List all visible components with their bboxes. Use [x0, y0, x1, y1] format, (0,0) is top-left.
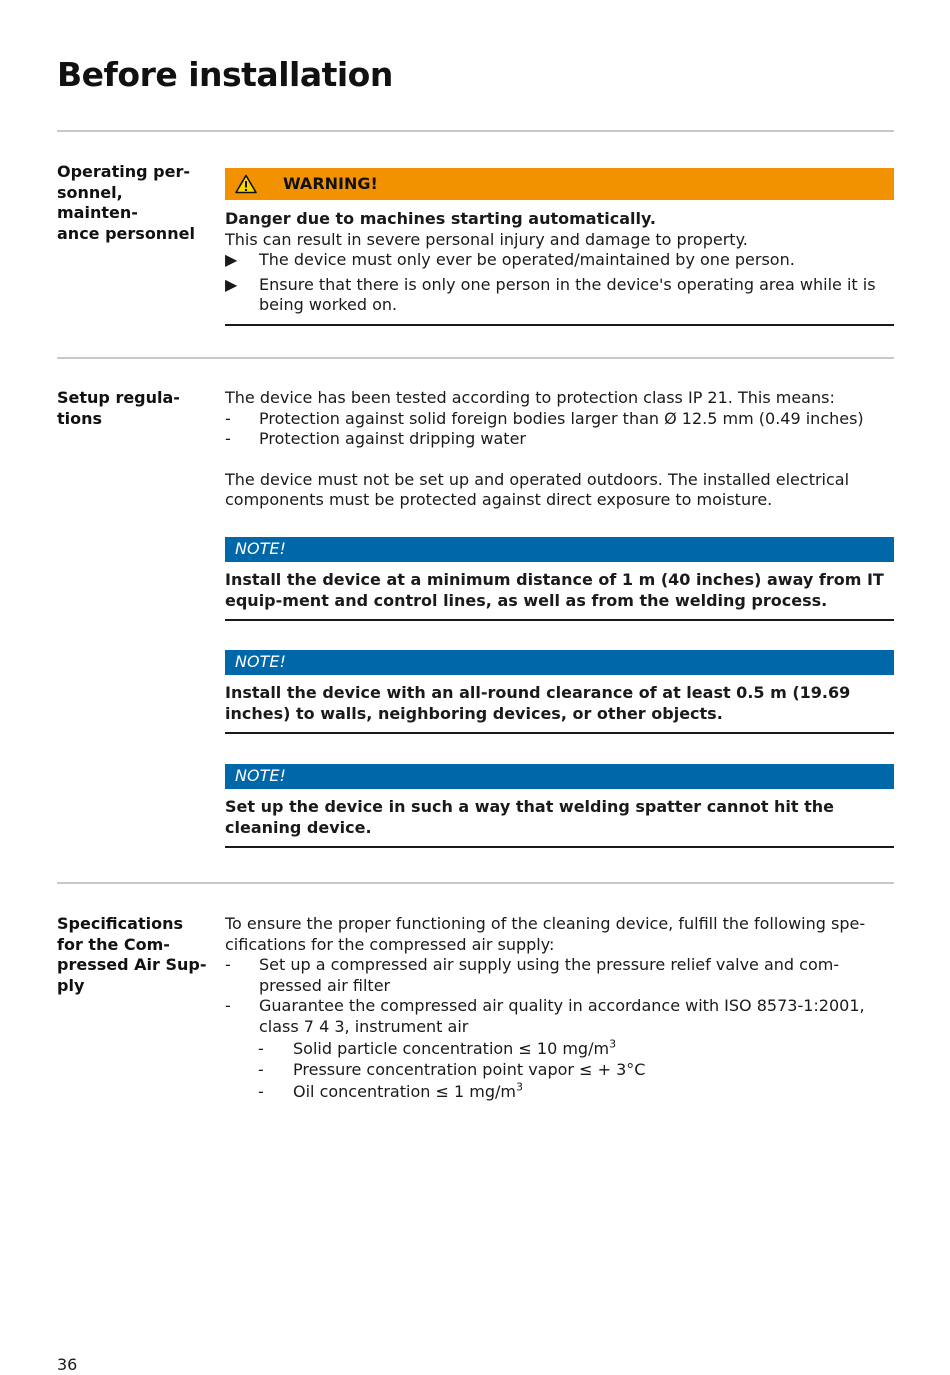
spec-text: Oil concentration ≤ 1 mg/m: [293, 1082, 516, 1101]
sub-list-item: [225, 1060, 894, 1081]
warning-body: [225, 200, 894, 326]
label-line: sonnel, mainten-: [57, 182, 138, 222]
setup-regulations-content: [225, 388, 894, 511]
dash-marker: -: [258, 1039, 264, 1058]
label-line: Specifications: [57, 914, 183, 933]
warning-intro: This can result in severe personal injury and damage to property.: [225, 229, 748, 249]
list-item-text: Ensure that there is only one person in the device's operating area while it is being worked on.: [259, 274, 876, 314]
warning-triangle-icon: [235, 174, 257, 194]
note-block: [225, 537, 894, 621]
note-text: Set up the device in such a way that welding spatter cannot hit the cleaning device.: [225, 789, 894, 848]
label-line: for the Com-: [57, 934, 170, 954]
outdoor-paragraph: The device must not be set up and operated outdoors. The installed electrical components must be protected against direct exposure to moisture.: [225, 469, 850, 509]
dash-marker: -: [225, 955, 231, 974]
note-text: Install the device with an all-round clearance of at least 0.5 m (19.69 inches) to walls, neighboring devices, or other objects.: [225, 675, 894, 734]
compressed-air-content: [225, 914, 894, 1103]
dash-marker: -: [225, 996, 231, 1015]
list-item: [225, 275, 894, 316]
warning-bar: [225, 168, 894, 200]
sub-list-item-text: [293, 1082, 523, 1103]
protection-intro: The device has been tested according to protection class IP 21. This means:: [225, 388, 835, 407]
label-line: Operating per-: [57, 162, 190, 181]
warning-heading: Danger due to machines starting automatically.: [225, 209, 656, 228]
label-line: ply: [57, 975, 85, 995]
section-label-setup-regulations: [57, 388, 207, 429]
label-line: tions: [57, 408, 103, 428]
label-line: Setup regula-: [57, 388, 180, 407]
list-item-text: Protection against solid foreign bodies larger than Ø 12.5 mm (0.49 inches): [259, 408, 864, 428]
sub-list-item-text: [293, 1060, 645, 1081]
list-item: [225, 429, 894, 450]
section-label-compressed-air: [57, 914, 207, 996]
bullet-arrow-icon: ▶: [225, 250, 238, 269]
warning-label: WARNING!: [283, 173, 378, 193]
section-label-operating-personnel: [57, 162, 207, 244]
bullet-arrow-icon: ▶: [225, 274, 238, 294]
sub-list-item: [225, 1039, 894, 1060]
section-divider: [57, 357, 894, 359]
superscript: 3: [609, 1037, 617, 1051]
note-bar: NOTE!: [225, 537, 894, 562]
note-block: [225, 650, 894, 734]
dash-marker: -: [225, 408, 231, 428]
list-item: [225, 955, 894, 996]
dash-marker: -: [258, 1082, 264, 1101]
section-divider: [57, 882, 894, 884]
note-block: [225, 764, 894, 848]
note-bar: NOTE!: [225, 650, 894, 675]
spec-text: Pressure concentration point vapor ≤ + 3°C: [293, 1059, 646, 1079]
list-item: [225, 409, 894, 430]
list-item-text: Set up a compressed air supply using the pressure relief valve and com-pressed air filter: [259, 955, 840, 995]
list-item: [225, 250, 894, 271]
dash-marker: -: [225, 429, 231, 448]
note-text: Install the device at a minimum distance of 1 m (40 inches) away from IT equip-ment and control lines, as well as from the welding process.: [225, 562, 894, 621]
page-title: Before installation: [57, 55, 393, 94]
label-line: pressed Air Sup-: [57, 955, 207, 974]
list-item: [225, 996, 894, 1037]
list-item-text: Protection against dripping water: [259, 429, 526, 448]
sub-list-item: [225, 1082, 894, 1103]
warning-block: [225, 168, 894, 326]
list-item-text: The device must only ever be operated/maintained by one person.: [259, 250, 795, 269]
sub-list-item-text: [293, 1039, 616, 1060]
list-item-text: Guarantee the compressed air quality in accordance with ISO 8573-1:2001, class 7 4 3, instrument air: [259, 996, 865, 1036]
dash-marker: -: [258, 1059, 264, 1079]
section-divider: [57, 130, 894, 132]
page-number: 36: [57, 1355, 78, 1374]
label-line: ance personnel: [57, 223, 195, 243]
note-bar: NOTE!: [225, 764, 894, 789]
superscript: 3: [515, 1080, 523, 1094]
compressed-air-intro: To ensure the proper functioning of the cleaning device, fulfill the following spe-cifications for the compressed air supply:: [225, 914, 866, 954]
spec-text: Solid particle concentration ≤ 10 mg/m: [293, 1039, 610, 1058]
